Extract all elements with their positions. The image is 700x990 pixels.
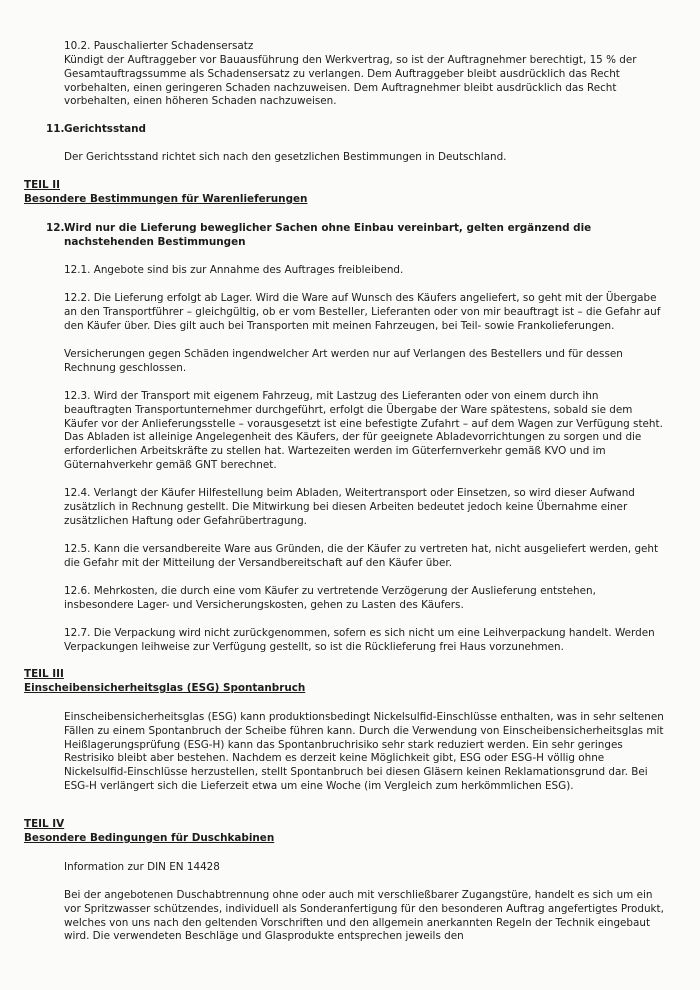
section-12-6: 12.6. Mehrkosten, die durch eine vom Käufer zu vertretende Verzögerung der Auslieferung entstehen, insbesondere Lager- und Versicherungskosten, gehen zu Lasten des Käufers. bbox=[64, 585, 596, 611]
section-10-2-text: Kündigt der Auftraggeber vor Bauausführung den Werkvertrag, so ist der Auftragnehmer berechtigt, 15 % der Gesamtauftragssumme als Schadensersatz zu verlangen. Dem Auftraggeber bleibt ausdrücklich das Recht vorbehalten, einen geringeren Schaden nachzuweisen. Dem Auftragnehmer bleibt ausdrücklich das Recht vorbehalten, einen höheren Schaden nachzuweisen. bbox=[64, 54, 637, 108]
section-12-number: 12. bbox=[46, 222, 65, 234]
teil-3-label: TEIL III bbox=[24, 668, 64, 680]
teil-3-title: Einscheibensicherheitsglas (ESG) Spontanbruch bbox=[24, 682, 306, 694]
teil-4-title: Besondere Bedingungen für Duschkabinen bbox=[24, 832, 275, 844]
teil-3-text: Einscheibensicherheitsglas (ESG) kann produktionsbedingt Nickelsulfid-Einschlüsse enthalten, was in sehr seltenen Fällen zu einem Spontanbruch der Scheibe führen kann. Durch die Verwendung von Einscheibensicherheitsglas mit Heißlagerungsprüfung (ESG-H) kann das Spontanbruchrisiko sehr stark reduziert werden. Ein sehr geringes Restrisiko bleibt aber bestehen. Nachdem es derzeit keine Möglichkeit gibt, ESG oder ESG-H völlig ohne Nickelsulfid-Einschlüsse herzustellen, stellt Spontanbruch bei diesen Gläsern keinen Reklamationsgrund dar. Bei ESG-H verlängert sich die Lieferzeit etwa um eine Woche (im Vergleich zum herkömmlichen ESG). bbox=[64, 711, 664, 792]
section-11-title: Gerichtsstand bbox=[64, 123, 146, 135]
section-12-4: 12.4. Verlangt der Käufer Hilfestellung beim Abladen, Weitertransport oder Einsetzen, so wird dieser Aufwand zusätzlich in Rechnung gestellt. Die Mitwirkung bei diesen Arbeiten bedeutet jedoch keine Übernahme einer zusätzlichen Haftung oder Gefahrübertragung. bbox=[64, 487, 635, 527]
teil-4-info: Information zur DIN EN 14428 bbox=[64, 861, 220, 873]
section-12-5: 12.5. Kann die versandbereite Ware aus Gründen, die der Käufer zu vertreten hat, nicht ausgeliefert werden, geht die Gefahr mit der Mitteilung der Versandbereitschaft auf den Käufer über. bbox=[64, 543, 659, 569]
teil-2-title: Besondere Bestimmungen für Warenlieferungen bbox=[24, 193, 308, 205]
section-12-2-insurance: Versicherungen gegen Schäden ingendwelcher Art werden nur auf Verlangen des Bestellers und für dessen Rechnung geschlossen. bbox=[64, 348, 623, 374]
section-12-title: Wird nur die Lieferung beweglicher Sachen ohne Einbau vereinbart, gelten ergänzend die nachstehenden Bestimmungen bbox=[64, 222, 592, 248]
section-11-number: 11. bbox=[46, 123, 65, 135]
section-11-text: Der Gerichtsstand richtet sich nach den gesetzlichen Bestimmungen in Deutschland. bbox=[64, 151, 507, 163]
section-10-2-title: 10.2. Pauschalierter Schadensersatz bbox=[64, 40, 254, 52]
teil-4-label: TEIL IV bbox=[24, 818, 65, 830]
teil-2-label: TEIL II bbox=[24, 179, 61, 191]
section-12-3: 12.3. Wird der Transport mit eigenem Fahrzeug, mit Lastzug des Lieferanten oder von einem durch ihn beauftragten Transportunternehmer durchgeführt, erfolgt die Übergabe der Ware spätestens, sobald sie dem Käufer vor der Anlieferungsstelle – vorausgesetzt ist eine befestigte Zufahrt – auf dem Wagen zur Verfügung steht. Das Abladen ist alleinige Angelegenheit des Käufers, der für geeignete Abladevorrichtungen zu sorgen und die erforderlichen Arbeitskräfte zu stellen hat. Wartezeiten werden im Güterfernverkehr gemäß KVO und im Güternahverkehr gemäß GNT berechnet. bbox=[64, 390, 663, 471]
section-12-7: 12.7. Die Verpackung wird nicht zurückgenommen, sofern es sich nicht um eine Leihverpackung handelt. Werden Verpackungen leihweise zur Verfügung gestellt, so ist die Rücklieferung frei Haus vorzunehmen. bbox=[64, 627, 655, 653]
section-12-2: 12.2. Die Lieferung erfolgt ab Lager. Wird die Ware auf Wunsch des Käufers angeliefert, so geht mit der Übergabe an den Transportführer – gleichgültig, ob er vom Besteller, Lieferanten oder von mir beauftragt ist – die Gefahr auf den Käufer über. Dies gilt auch bei Transporten mit meinen Fahrzeugen, bei Teil- sowie Frankolieferungen. bbox=[64, 292, 661, 332]
teil-4-text: Bei der angebotenen Duschabtrennung ohne oder auch mit verschließbarer Zugangstüre, handelt es sich um ein vor Spritzwasser schützendes, individuell als Sonderanfertigung für den besonderen Auftrag angefertigtes Produkt, welches von uns nach den geltenden Vorschriften und den allgemein anerkannten Regeln der Technik eingebaut wird. Die verwendeten Beschläge und Glasprodukte entsprechen jeweils den bbox=[64, 889, 664, 943]
section-12-1: 12.1. Angebote sind bis zur Annahme des Auftrages freibleibend. bbox=[64, 264, 404, 276]
